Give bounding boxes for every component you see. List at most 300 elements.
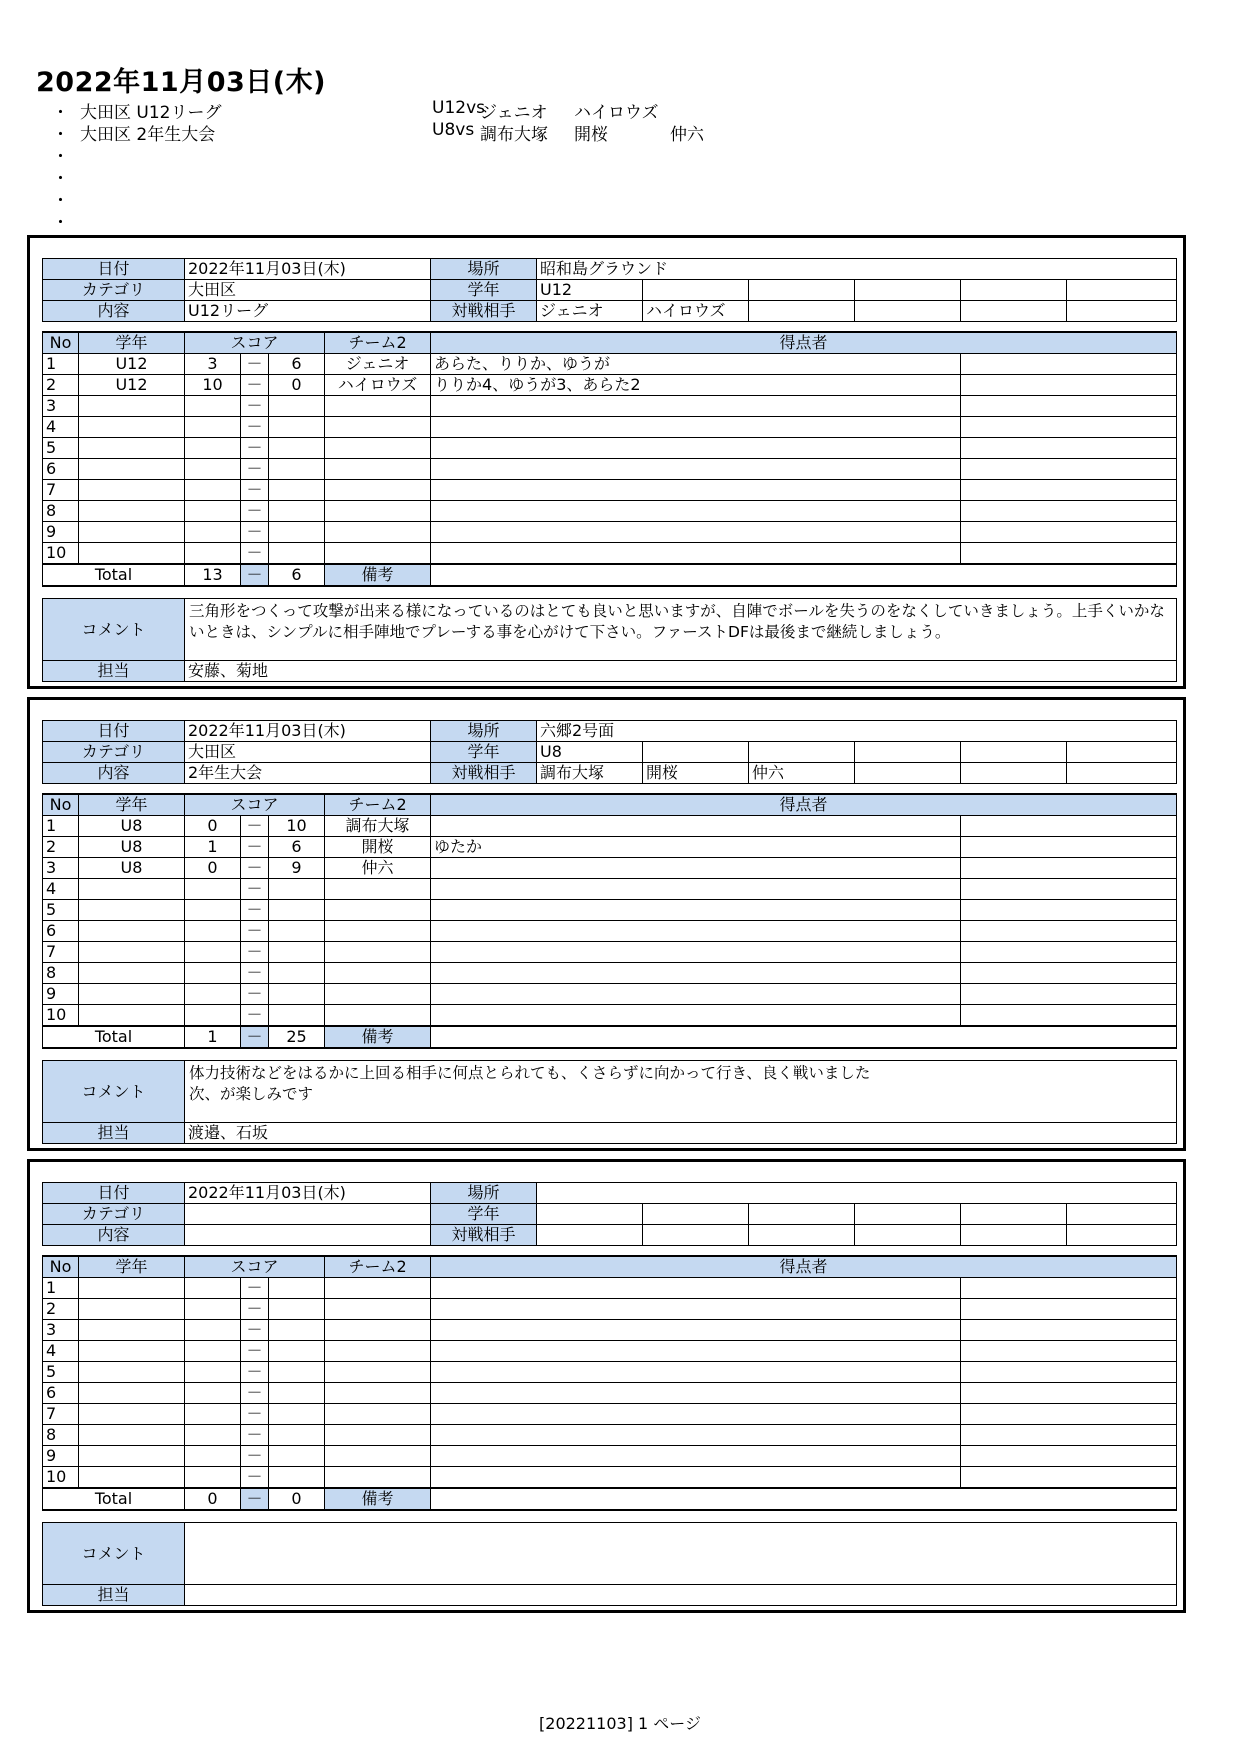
row-no: 4 xyxy=(43,879,79,900)
staff-label: 担当 xyxy=(43,1585,185,1606)
row-grade xyxy=(79,1404,185,1425)
row-grade xyxy=(79,1446,185,1467)
row-no: 9 xyxy=(43,1446,79,1467)
team2-header: チーム2 xyxy=(325,332,431,354)
row-score-own: 0 xyxy=(185,816,241,837)
row-no: 3 xyxy=(43,1320,79,1341)
total-label: Total xyxy=(43,1026,185,1048)
row-no: 5 xyxy=(43,1362,79,1383)
row-scorers xyxy=(431,1383,961,1404)
score-dash: － xyxy=(241,459,269,480)
row-team2 xyxy=(325,1320,431,1341)
match-summary xyxy=(52,98,1052,233)
total-label: Total xyxy=(43,564,185,586)
row-team2 xyxy=(325,963,431,984)
row-scorers xyxy=(431,543,961,565)
remarks-label: 備考 xyxy=(325,564,431,586)
row-score-own: 3 xyxy=(185,354,241,375)
content-value: U12リーグ xyxy=(185,301,431,322)
row-scorers: りりか4、ゆうが3、あらた2 xyxy=(431,375,961,396)
row-scorers xyxy=(431,1425,961,1446)
score-dash: － xyxy=(241,900,269,921)
table-row xyxy=(43,879,1177,900)
opponent-value: ジェニオ xyxy=(537,301,643,322)
row-scorers xyxy=(431,879,961,900)
row-grade xyxy=(79,1467,185,1489)
row-scorers xyxy=(431,900,961,921)
row-no: 2 xyxy=(43,837,79,858)
opponent-value xyxy=(961,301,1067,322)
grade-header: 学年 xyxy=(79,794,185,816)
total-opp: 6 xyxy=(269,564,325,586)
table-row xyxy=(43,459,1177,480)
staff-label: 担当 xyxy=(43,661,185,682)
row-score-own xyxy=(185,1383,241,1404)
bullet: ・ xyxy=(52,147,69,167)
bullet: ・ xyxy=(52,125,69,145)
summary-event: 大田区 2年生大会 xyxy=(80,125,216,145)
staff-value: 安藤、菊地 xyxy=(185,661,1177,682)
team2-header: チーム2 xyxy=(325,794,431,816)
match-info-table xyxy=(42,720,1177,784)
grade-label: 学年 xyxy=(431,1204,537,1225)
row-score-own xyxy=(185,1005,241,1027)
score-dash: － xyxy=(241,375,269,396)
total-own: 13 xyxy=(185,564,241,586)
row-grade xyxy=(79,1005,185,1027)
score-dash: － xyxy=(241,1467,269,1489)
row-team2 xyxy=(325,396,431,417)
grade-value: U8 xyxy=(537,742,643,763)
row-score-opp xyxy=(269,1005,325,1027)
row-scorers xyxy=(431,396,961,417)
row-score-opp xyxy=(269,1341,325,1362)
row-grade: U8 xyxy=(79,858,185,879)
row-score-own xyxy=(185,417,241,438)
score-header: スコア xyxy=(185,794,325,816)
row-grade xyxy=(79,942,185,963)
row-score-own xyxy=(185,1446,241,1467)
row-team2 xyxy=(325,417,431,438)
row-score-own xyxy=(185,1299,241,1320)
summary-opponent: 開桜 xyxy=(574,125,608,145)
comment-text xyxy=(185,1523,1177,1585)
row-scorers xyxy=(431,417,961,438)
category-label: カテゴリ xyxy=(43,280,185,301)
row-score-own xyxy=(185,1425,241,1446)
row-no: 10 xyxy=(43,1005,79,1027)
row-score-opp xyxy=(269,1467,325,1489)
row-grade xyxy=(79,543,185,565)
row-score-own xyxy=(185,396,241,417)
category-value xyxy=(185,1204,431,1225)
row-grade xyxy=(79,459,185,480)
row-score-opp xyxy=(269,1425,325,1446)
row-team2 xyxy=(325,879,431,900)
place-label: 場所 xyxy=(431,721,537,742)
score-dash: － xyxy=(241,417,269,438)
table-row xyxy=(43,963,1177,984)
scorers-header: 得点者 xyxy=(431,332,1177,354)
place-value: 六郷2号面 xyxy=(537,721,1177,742)
table-row xyxy=(43,921,1177,942)
row-scorers xyxy=(431,963,961,984)
page-footer: [20221103] 1 ページ xyxy=(539,1714,701,1733)
score-dash: － xyxy=(241,522,269,543)
row-score-opp xyxy=(269,417,325,438)
row-no: 1 xyxy=(43,1278,79,1299)
opponent-value: 仲六 xyxy=(749,763,855,784)
row-team2 xyxy=(325,1005,431,1027)
row-no: 8 xyxy=(43,963,79,984)
row-no: 8 xyxy=(43,1425,79,1446)
row-grade xyxy=(79,1341,185,1362)
row-score-opp xyxy=(269,879,325,900)
row-scorers xyxy=(431,816,961,837)
staff-label: 担当 xyxy=(43,1123,185,1144)
total-opp: 25 xyxy=(269,1026,325,1048)
row-score-opp xyxy=(269,963,325,984)
score-table xyxy=(42,331,1177,587)
score-dash: － xyxy=(241,354,269,375)
row-score-opp xyxy=(269,1446,325,1467)
row-score-own xyxy=(185,900,241,921)
score-header: スコア xyxy=(185,332,325,354)
row-score-opp xyxy=(269,1299,325,1320)
row-score-own xyxy=(185,921,241,942)
date-label: 日付 xyxy=(43,259,185,280)
row-score-opp xyxy=(269,1278,325,1299)
table-row xyxy=(43,1341,1177,1362)
row-grade xyxy=(79,879,185,900)
row-no: 6 xyxy=(43,459,79,480)
opponent-value xyxy=(855,301,961,322)
table-row xyxy=(43,375,1177,396)
category-label: カテゴリ xyxy=(43,1204,185,1225)
content-label: 内容 xyxy=(43,1225,185,1246)
row-no: 2 xyxy=(43,1299,79,1320)
opponent-value xyxy=(643,1225,749,1246)
row-team2 xyxy=(325,1446,431,1467)
row-score-opp xyxy=(269,1404,325,1425)
row-scorers xyxy=(431,984,961,1005)
scorers-header: 得点者 xyxy=(431,1256,1177,1278)
row-no: 2 xyxy=(43,375,79,396)
opponent-value xyxy=(1067,763,1177,784)
score-dash: － xyxy=(241,396,269,417)
match-info-table xyxy=(42,258,1177,322)
row-no: 6 xyxy=(43,921,79,942)
row-scorers xyxy=(431,1341,961,1362)
table-row xyxy=(43,480,1177,501)
row-score-own xyxy=(185,1467,241,1489)
summary-vs: U8vs xyxy=(432,120,475,140)
table-row xyxy=(43,1425,1177,1446)
row-grade xyxy=(79,522,185,543)
row-score-own xyxy=(185,522,241,543)
table-row xyxy=(43,1404,1177,1425)
row-grade xyxy=(79,1383,185,1404)
score-dash: － xyxy=(241,1320,269,1341)
row-score-opp xyxy=(269,501,325,522)
row-score-own xyxy=(185,1278,241,1299)
row-scorers: ゆたか xyxy=(431,837,961,858)
row-score-opp xyxy=(269,396,325,417)
grade-value: U12 xyxy=(537,280,643,301)
row-no: 10 xyxy=(43,1467,79,1489)
score-header: スコア xyxy=(185,1256,325,1278)
bullet: ・ xyxy=(52,169,69,189)
total-dash: － xyxy=(241,1026,269,1048)
score-dash: － xyxy=(241,543,269,565)
row-score-opp xyxy=(269,1320,325,1341)
opponent-value xyxy=(961,1225,1067,1246)
score-dash: － xyxy=(241,1341,269,1362)
row-score-opp: 6 xyxy=(269,354,325,375)
table-row xyxy=(43,354,1177,375)
row-score-own xyxy=(185,480,241,501)
total-label: Total xyxy=(43,1488,185,1510)
team2-header: チーム2 xyxy=(325,1256,431,1278)
row-score-opp xyxy=(269,522,325,543)
row-score-opp xyxy=(269,1362,325,1383)
summary-vs: U12vs xyxy=(432,98,485,118)
row-team2 xyxy=(325,984,431,1005)
row-score-own: 10 xyxy=(185,375,241,396)
table-row xyxy=(43,984,1177,1005)
row-no: 6 xyxy=(43,1383,79,1404)
row-score-opp xyxy=(269,921,325,942)
comment-label: コメント xyxy=(43,1523,185,1585)
total-dash: － xyxy=(241,564,269,586)
row-grade xyxy=(79,921,185,942)
row-team2 xyxy=(325,942,431,963)
table-row xyxy=(43,501,1177,522)
date-label: 日付 xyxy=(43,721,185,742)
category-label: カテゴリ xyxy=(43,742,185,763)
table-row xyxy=(43,900,1177,921)
row-scorers xyxy=(431,1278,961,1299)
row-score-opp xyxy=(269,459,325,480)
row-no: 5 xyxy=(43,438,79,459)
row-team2 xyxy=(325,1404,431,1425)
content-label: 内容 xyxy=(43,763,185,784)
score-dash: － xyxy=(241,1278,269,1299)
row-team2: 調布大塚 xyxy=(325,816,431,837)
row-no: 8 xyxy=(43,501,79,522)
date-value: 2022年11月03日(木) xyxy=(185,259,431,280)
bullet: ・ xyxy=(52,191,69,211)
row-team2: ハイロウズ xyxy=(325,375,431,396)
row-team2 xyxy=(325,543,431,565)
row-grade xyxy=(79,396,185,417)
remarks-label: 備考 xyxy=(325,1488,431,1510)
row-team2 xyxy=(325,1383,431,1404)
content-label: 内容 xyxy=(43,301,185,322)
opponent-value: 開桜 xyxy=(643,763,749,784)
opponent-value xyxy=(1067,1225,1177,1246)
row-score-own xyxy=(185,1404,241,1425)
row-scorers xyxy=(431,858,961,879)
summary-item xyxy=(52,120,1052,145)
row-score-opp: 9 xyxy=(269,858,325,879)
staff-value xyxy=(185,1585,1177,1606)
score-dash: － xyxy=(241,837,269,858)
comment-table xyxy=(42,1060,1177,1144)
summary-item xyxy=(52,186,1052,211)
staff-value: 渡邉、石坂 xyxy=(185,1123,1177,1144)
table-row xyxy=(43,816,1177,837)
row-grade: U8 xyxy=(79,837,185,858)
row-score-opp xyxy=(269,942,325,963)
table-row xyxy=(43,543,1177,565)
row-team2 xyxy=(325,1278,431,1299)
row-score-opp xyxy=(269,1383,325,1404)
row-team2 xyxy=(325,921,431,942)
score-dash: － xyxy=(241,1425,269,1446)
table-row xyxy=(43,1005,1177,1027)
total-own: 1 xyxy=(185,1026,241,1048)
table-row xyxy=(43,942,1177,963)
score-dash: － xyxy=(241,1299,269,1320)
opponent-label: 対戦相手 xyxy=(431,1225,537,1246)
row-scorers xyxy=(431,1404,961,1425)
row-score-own: 0 xyxy=(185,858,241,879)
row-score-opp xyxy=(269,480,325,501)
opponent-value: ハイロウズ xyxy=(643,301,749,322)
row-team2 xyxy=(325,1425,431,1446)
summary-opponent: ハイロウズ xyxy=(574,103,659,123)
scorers-header: 得点者 xyxy=(431,794,1177,816)
place-value: 昭和島グラウンド xyxy=(537,259,1177,280)
row-grade: U12 xyxy=(79,375,185,396)
row-grade xyxy=(79,438,185,459)
row-no: 3 xyxy=(43,396,79,417)
row-team2 xyxy=(325,1467,431,1489)
opponent-label: 対戦相手 xyxy=(431,763,537,784)
row-team2: 開桜 xyxy=(325,837,431,858)
summary-item xyxy=(52,142,1052,167)
table-row xyxy=(43,1467,1177,1489)
summary-opponent: 仲六 xyxy=(670,125,704,145)
row-team2 xyxy=(325,522,431,543)
place-label: 場所 xyxy=(431,1183,537,1204)
total-opp: 0 xyxy=(269,1488,325,1510)
row-no: 10 xyxy=(43,543,79,565)
row-score-opp: 6 xyxy=(269,837,325,858)
score-table xyxy=(42,1255,1177,1511)
row-scorers xyxy=(431,942,961,963)
no-header: No xyxy=(43,794,79,816)
table-row xyxy=(43,1383,1177,1404)
row-score-opp: 0 xyxy=(269,375,325,396)
row-scorers xyxy=(431,522,961,543)
row-grade: U8 xyxy=(79,816,185,837)
row-team2 xyxy=(325,438,431,459)
row-scorers xyxy=(431,501,961,522)
row-score-own xyxy=(185,459,241,480)
row-score-own: 1 xyxy=(185,837,241,858)
table-row xyxy=(43,438,1177,459)
row-scorers: あらた、りりか、ゆうが xyxy=(431,354,961,375)
row-scorers xyxy=(431,438,961,459)
table-row xyxy=(43,1320,1177,1341)
row-scorers xyxy=(431,1005,961,1027)
summary-item xyxy=(52,164,1052,189)
grade-label: 学年 xyxy=(431,742,537,763)
row-grade: U12 xyxy=(79,354,185,375)
row-score-own xyxy=(185,543,241,565)
opponent-value xyxy=(537,1225,643,1246)
row-scorers xyxy=(431,1320,961,1341)
summary-event: 大田区 U12リーグ xyxy=(80,103,222,123)
total-own: 0 xyxy=(185,1488,241,1510)
row-score-own xyxy=(185,1320,241,1341)
comment-table xyxy=(42,1522,1177,1606)
row-scorers xyxy=(431,459,961,480)
score-dash: － xyxy=(241,921,269,942)
content-value: 2年生大会 xyxy=(185,763,431,784)
table-row xyxy=(43,858,1177,879)
grade-header: 学年 xyxy=(79,332,185,354)
opponent-value xyxy=(961,763,1067,784)
date-value: 2022年11月03日(木) xyxy=(185,721,431,742)
row-score-opp: 10 xyxy=(269,816,325,837)
score-dash: － xyxy=(241,501,269,522)
table-row xyxy=(43,522,1177,543)
score-dash: － xyxy=(241,963,269,984)
table-row xyxy=(43,1446,1177,1467)
score-dash: － xyxy=(241,858,269,879)
score-dash: － xyxy=(241,879,269,900)
row-score-own xyxy=(185,438,241,459)
remarks-value xyxy=(431,1026,1177,1048)
row-grade xyxy=(79,480,185,501)
score-dash: － xyxy=(241,1383,269,1404)
score-dash: － xyxy=(241,942,269,963)
table-row xyxy=(43,1362,1177,1383)
opponent-label: 対戦相手 xyxy=(431,301,537,322)
row-grade xyxy=(79,963,185,984)
row-team2: 仲六 xyxy=(325,858,431,879)
row-grade xyxy=(79,501,185,522)
row-scorers xyxy=(431,480,961,501)
opponent-value xyxy=(855,763,961,784)
row-score-opp xyxy=(269,543,325,565)
row-no: 9 xyxy=(43,522,79,543)
row-team2: ジェニオ xyxy=(325,354,431,375)
row-score-opp xyxy=(269,900,325,921)
row-team2 xyxy=(325,480,431,501)
opponent-value xyxy=(749,301,855,322)
row-score-own xyxy=(185,984,241,1005)
row-scorers xyxy=(431,1362,961,1383)
row-grade xyxy=(79,1299,185,1320)
row-no: 1 xyxy=(43,816,79,837)
row-no: 7 xyxy=(43,1404,79,1425)
row-grade xyxy=(79,1320,185,1341)
row-scorers xyxy=(431,1467,961,1489)
row-scorers xyxy=(431,1299,961,1320)
row-score-own xyxy=(185,1362,241,1383)
bullet: ・ xyxy=(52,103,69,123)
total-dash: － xyxy=(241,1488,269,1510)
score-dash: － xyxy=(241,1362,269,1383)
no-header: No xyxy=(43,1256,79,1278)
row-team2 xyxy=(325,1341,431,1362)
table-row xyxy=(43,396,1177,417)
row-scorers xyxy=(431,1446,961,1467)
